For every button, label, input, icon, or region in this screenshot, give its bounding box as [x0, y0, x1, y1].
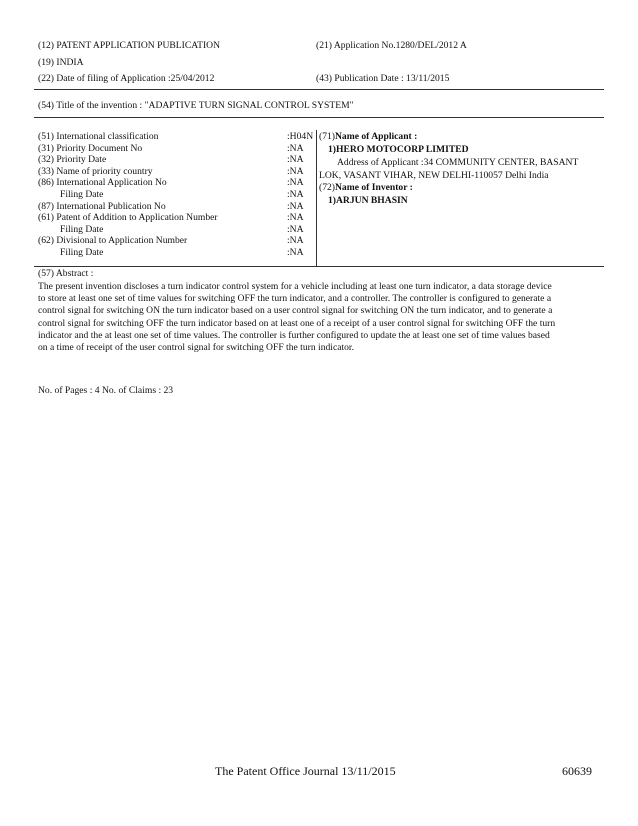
field-value: :NA	[287, 177, 304, 189]
inventor-heading-text: Name of Inventor :	[334, 182, 413, 193]
applicant-heading	[319, 131, 417, 142]
abstract-line: The present invention discloses a turn indicator control system for a vehicle including at least one turn indicator, a data storage device	[38, 281, 552, 292]
field-value: :NA	[287, 223, 304, 235]
inventor-prefix: (72)	[319, 182, 335, 193]
field-value: :NA	[287, 165, 304, 177]
country: (19) INDIA	[38, 57, 84, 68]
divider-line	[34, 266, 604, 267]
page-number: 60639	[562, 764, 592, 778]
field-label: (62) Divisional to Application Number	[38, 235, 188, 247]
patent-app-pub: (12) PATENT APPLICATION PUBLICATION	[38, 40, 221, 51]
field-label: (31) Priority Document No	[38, 142, 143, 154]
divider-line	[34, 117, 604, 118]
field-label: Filing Date	[60, 223, 104, 235]
field-value: :NA	[287, 154, 304, 166]
invention-title: (54) Title of the invention : "ADAPTIVE TURN SIGNAL CONTROL SYSTEM"	[38, 100, 354, 111]
field-label: Filing Date	[60, 247, 104, 258]
applicant-name: 1)HERO MOTOCORP LIMITED	[328, 144, 469, 155]
application-number: (21) Application No.1280/DEL/2012 A	[316, 40, 467, 51]
abstract-heading: (57) Abstract :	[38, 268, 94, 279]
field-value: :NA	[287, 200, 304, 212]
field-label: (33) Name of priority country	[38, 165, 153, 177]
abstract-line: to store at least one set of time values for switching OFF the turn indicator, and a controller. The controller is configured to generate a	[38, 293, 552, 305]
field-label: (86) International Application No	[38, 177, 167, 189]
field-value: :NA	[287, 142, 304, 154]
field-value: :H04N	[287, 131, 314, 142]
field-value: :NA	[287, 212, 304, 224]
journal-footer: The Patent Office Journal 13/11/2015	[215, 764, 396, 778]
applicant-address-line1: Address of Applicant :34 COMMUNITY CENTER, BASANT	[337, 157, 579, 168]
abstract-line: indicator and the at least one set of time values. The controller is further configured to update the at least one set of time values based	[38, 329, 550, 341]
abstract-line: on a time of receipt of the user control signal for switching OFF the turn indicator.	[38, 342, 354, 353]
field-value: :NA	[287, 235, 304, 247]
field-label: (51) International classification	[38, 131, 159, 142]
column-divider	[316, 130, 317, 266]
pages-claims: No. of Pages : 4 No. of Claims : 23	[38, 385, 174, 396]
abstract-line: control signal for switching OFF the turn indicator based on at least one of a receipt of a user control signal for switching OFF the turn	[38, 317, 556, 329]
divider-line	[34, 89, 604, 90]
inventor-heading	[319, 182, 413, 193]
applicant-prefix: (71)	[319, 131, 335, 142]
applicant-heading-text: Name of Applicant :	[334, 131, 418, 142]
filing-date: (22) Date of filing of Application :25/04/2012	[38, 73, 215, 84]
publication-date: (43) Publication Date : 13/11/2015	[316, 73, 450, 84]
inventor-name: 1)ARJUN BHASIN	[328, 195, 408, 206]
field-label: (87) International Publication No	[38, 200, 166, 212]
applicant-address-line2: LOK, VASANT VIHAR, NEW DELHI-110057 Delhi India	[319, 170, 549, 181]
field-label: (61) Patent of Addition to Application Number	[38, 212, 218, 224]
field-label: (32) Priority Date	[38, 154, 107, 166]
abstract-line: control signal for switching ON the turn indicator based on a user control signal for switching ON the turn indicator, and to generate a	[38, 305, 553, 317]
field-value: :NA	[287, 189, 304, 200]
field-value: :NA	[287, 247, 304, 258]
field-label: Filing Date	[60, 189, 104, 200]
